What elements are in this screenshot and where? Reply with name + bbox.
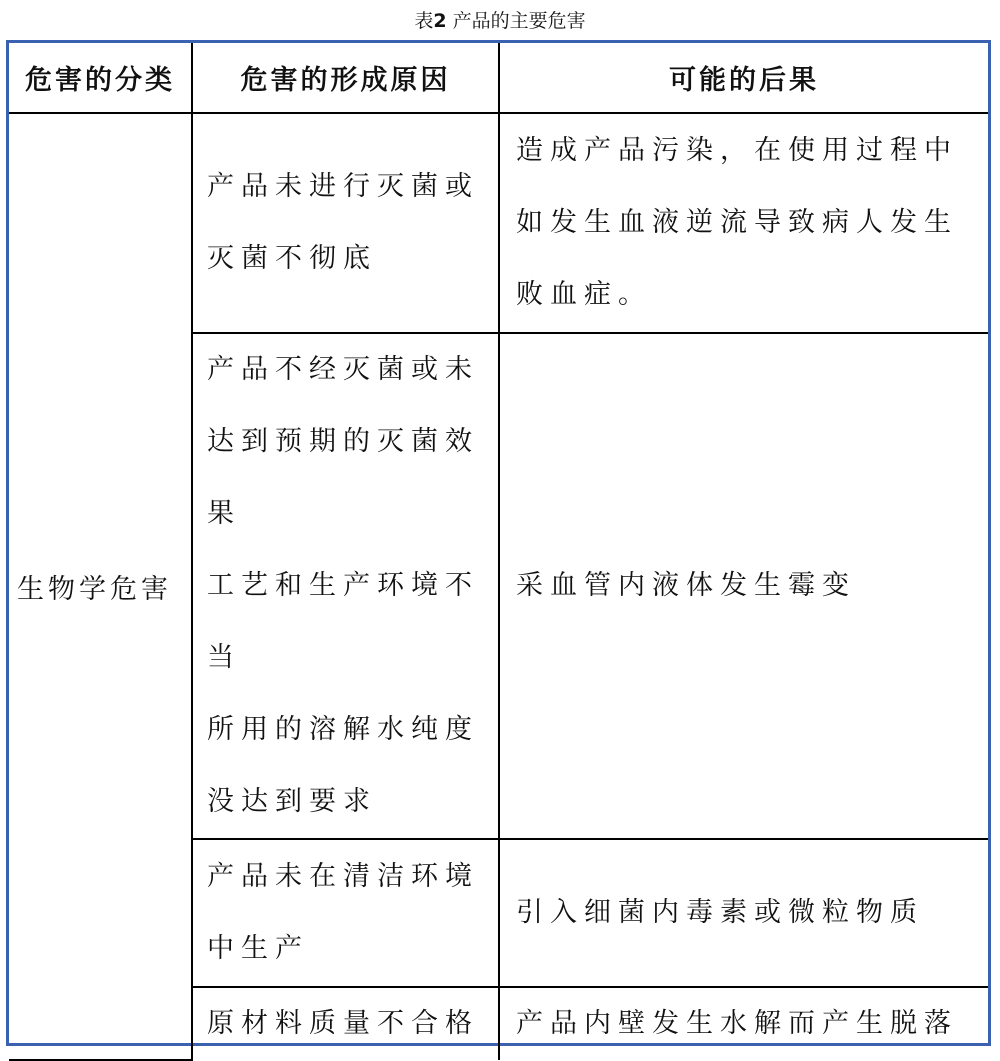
header-row (9, 43, 988, 113)
caption-prefix: 表 (414, 10, 434, 32)
consequence-cell (499, 839, 988, 987)
consequence-cell (499, 987, 988, 1060)
cause-cell (192, 113, 499, 333)
cause-cell (192, 987, 499, 1060)
caption-title: 产品的主要危害 (446, 10, 586, 32)
table-caption (0, 8, 1000, 34)
cause-text: 所用的溶解水纯度没达到要求 (207, 714, 479, 817)
category-cell: 生物学危害 (9, 113, 192, 1060)
consequence-text: 采血管内液体发生霉变 (516, 570, 856, 601)
cause-text: 工艺和生产环境不当 (207, 570, 479, 673)
consequence-cell (499, 113, 988, 333)
cause-text: 产品未在清洁环境中生产 (207, 861, 479, 964)
consequence-cell (499, 333, 988, 839)
consequence-text: 产品内壁发生水解而产生脱落 (516, 1008, 958, 1039)
hazard-table (9, 43, 988, 1061)
cause-cell (192, 333, 499, 839)
cause-cell (192, 839, 499, 987)
table-row (9, 113, 988, 333)
caption-number: 2 (433, 10, 447, 32)
consequence-text: 引入细菌内毒素或微粒物质 (516, 897, 924, 928)
cause-text: 原材料质量不合格 (207, 1008, 479, 1039)
header-cause: 危害的形成原因 (192, 43, 499, 113)
header-category: 危害的分类 (9, 43, 192, 113)
cause-text: 产品不经灭菌或未达到预期的灭菌效果 (207, 354, 479, 529)
header-consequence: 可能的后果 (499, 43, 988, 113)
consequence-text: 造成产品污染，在使用过程中如发生血液逆流导致病人发生败血症。 (516, 135, 958, 310)
cause-text: 产品未进行灭菌或灭菌不彻底 (207, 171, 479, 274)
hazard-table-frame (6, 40, 991, 1046)
